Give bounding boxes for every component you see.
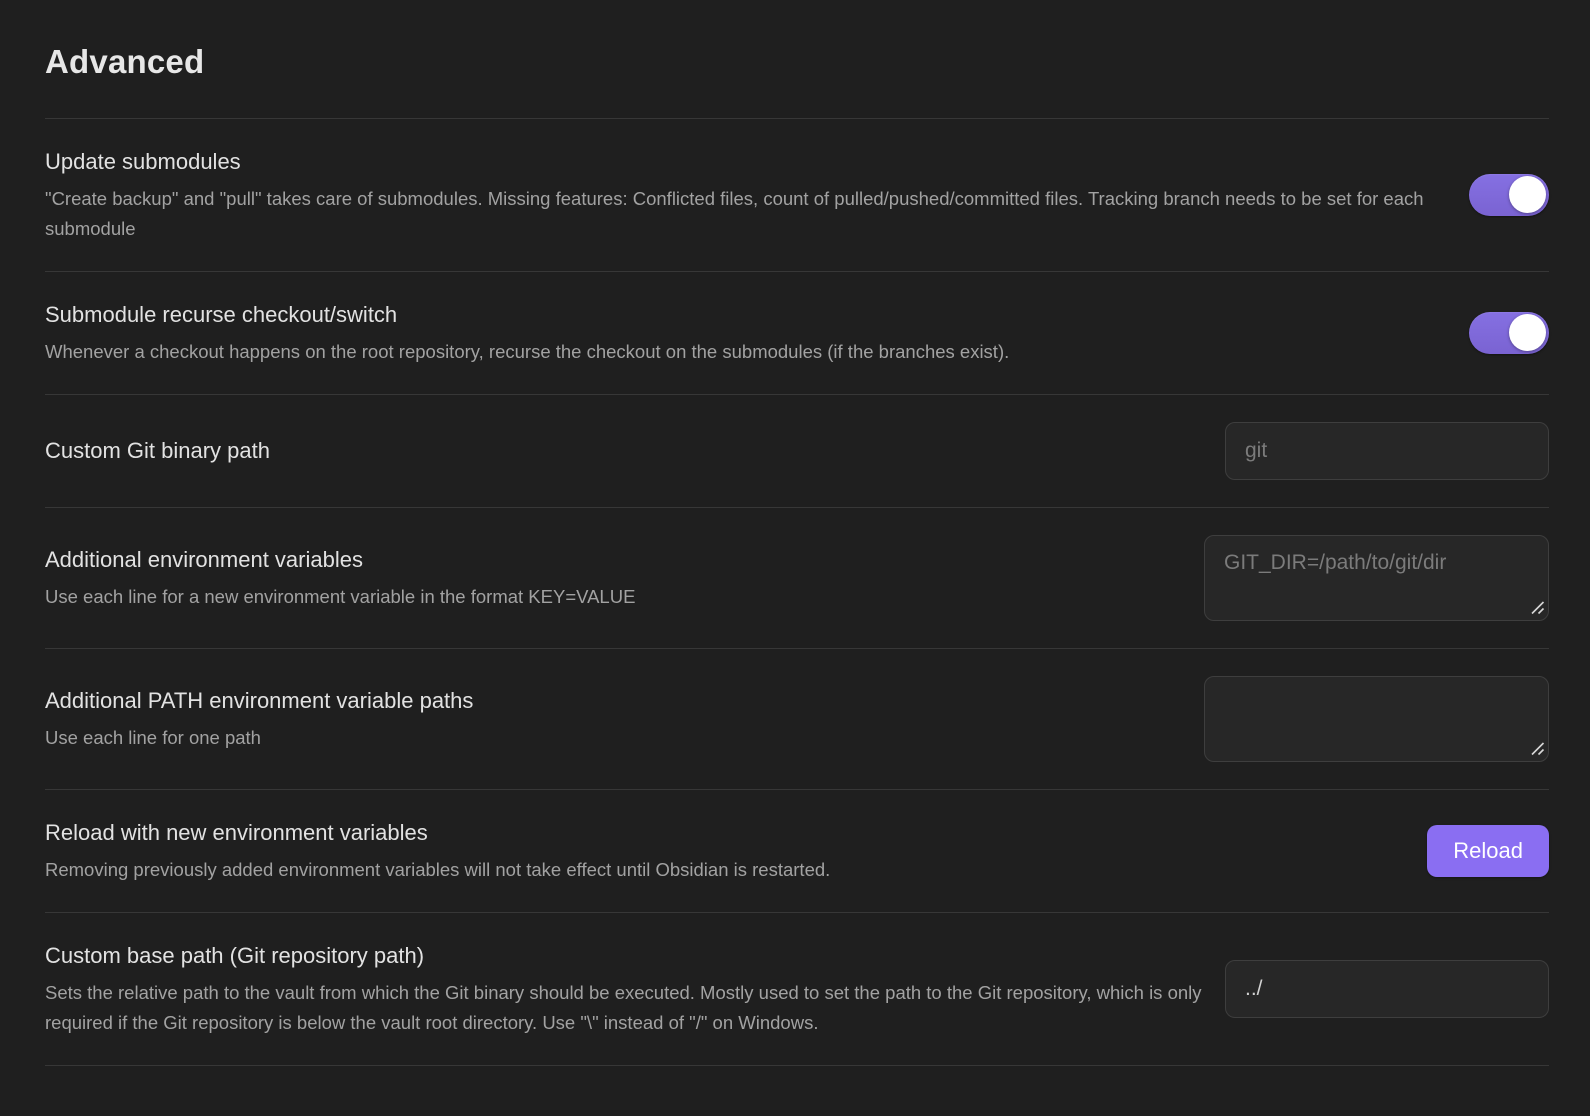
textarea-wrap bbox=[1204, 535, 1549, 621]
setting-name: Reload with new environment variables bbox=[45, 820, 428, 845]
setting-info bbox=[45, 940, 1213, 1038]
toggle-knob bbox=[1509, 314, 1546, 351]
git-binary-path-input[interactable] bbox=[1225, 422, 1549, 480]
setting-info bbox=[45, 817, 1415, 885]
textarea-wrap bbox=[1204, 676, 1549, 762]
setting-item-custom-base-path bbox=[45, 912, 1549, 1065]
setting-item-submodule-recurse bbox=[45, 271, 1549, 394]
setting-info bbox=[45, 685, 1192, 753]
setting-info bbox=[45, 544, 1192, 612]
setting-control bbox=[1204, 535, 1549, 621]
setting-name: Additional PATH environment variable paths bbox=[45, 688, 474, 713]
setting-description: Use each line for a new environment variable in the format KEY=VALUE bbox=[45, 586, 636, 607]
setting-description: Sets the relative path to the vault from which the Git binary should be executed. Mostly used to set the path to the Git repository, which is only required if the Git repository is below the vault root directory. Use "\" instead of "/" on Windows. bbox=[45, 982, 1202, 1033]
setting-control bbox=[1469, 312, 1549, 354]
setting-name: Submodule recurse checkout/switch bbox=[45, 302, 398, 327]
submodule-recurse-toggle[interactable] bbox=[1469, 312, 1549, 354]
toggle-knob bbox=[1509, 176, 1546, 213]
setting-control bbox=[1469, 174, 1549, 216]
custom-base-path-input[interactable] bbox=[1225, 960, 1549, 1018]
setting-name: Custom Git binary path bbox=[45, 438, 270, 463]
update-submodules-toggle[interactable] bbox=[1469, 174, 1549, 216]
setting-control bbox=[1204, 676, 1549, 762]
setting-info bbox=[45, 299, 1457, 367]
setting-control bbox=[1225, 422, 1549, 480]
setting-item-reload-env bbox=[45, 789, 1549, 912]
setting-item-update-submodules bbox=[45, 118, 1549, 271]
setting-item-path-env-paths bbox=[45, 648, 1549, 789]
path-env-paths-textarea[interactable] bbox=[1204, 676, 1549, 762]
setting-description: Use each line for one path bbox=[45, 727, 261, 748]
setting-item-env-variables bbox=[45, 507, 1549, 648]
setting-name: Custom base path (Git repository path) bbox=[45, 943, 425, 968]
setting-description: "Create backup" and "pull" takes care of submodules. Missing features: Conflicted files, count of pulled/pushed/committed files. Tracking branch needs to be set for each submodule bbox=[45, 188, 1424, 239]
env-variables-textarea[interactable] bbox=[1204, 535, 1549, 621]
setting-info bbox=[45, 435, 1213, 467]
setting-description: Removing previously added environment variables will not take effect until Obsidian is restarted. bbox=[45, 859, 831, 880]
reload-button[interactable]: Reload bbox=[1427, 825, 1549, 877]
setting-item-git-binary-path bbox=[45, 394, 1549, 507]
bottom-divider bbox=[45, 1065, 1549, 1079]
setting-control bbox=[1427, 825, 1549, 877]
setting-name: Additional environment variables bbox=[45, 547, 363, 572]
setting-info bbox=[45, 146, 1457, 244]
setting-description: Whenever a checkout happens on the root repository, recurse the checkout on the submodules (if the branches exist). bbox=[45, 341, 1010, 362]
setting-control bbox=[1225, 960, 1549, 1018]
setting-name: Update submodules bbox=[45, 149, 241, 174]
page-title: Advanced bbox=[45, 43, 205, 80]
